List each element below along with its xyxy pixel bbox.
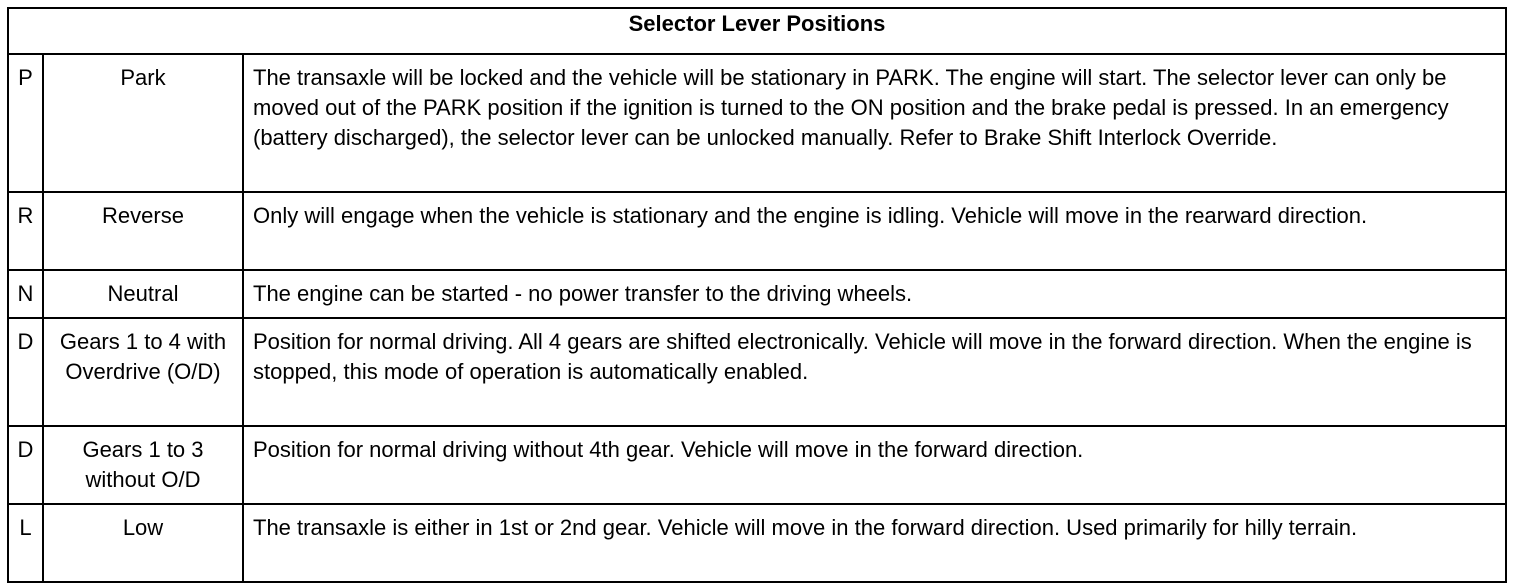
table-row <box>8 426 1506 504</box>
position-name: Low <box>43 504 243 582</box>
position-description: Only will engage when the vehicle is stationary and the engine is idling. Vehicle will move in the rearward direction. <box>243 192 1506 270</box>
position-code: D <box>8 426 43 504</box>
position-description: Position for normal driving without 4th gear. Vehicle will move in the forward direction. <box>243 426 1506 504</box>
position-description: The transaxle will be locked and the vehicle will be stationary in PARK. The engine will start. The selector lever can only be moved out of the PARK position if the ignition is turned to the ON position and the brake pedal is pressed. In an emergency (battery discharged), the selector lever can be unlocked manually. Refer to Brake Shift Interlock Override. <box>243 54 1506 192</box>
position-code: R <box>8 192 43 270</box>
table-row <box>8 504 1506 582</box>
position-name: Park <box>43 54 243 192</box>
table-row <box>8 54 1506 192</box>
position-description: The engine can be started - no power transfer to the driving wheels. <box>243 270 1506 318</box>
position-description: The transaxle is either in 1st or 2nd gear. Vehicle will move in the forward direction. Used primarily for hilly terrain. <box>243 504 1506 582</box>
table-title: Selector Lever Positions <box>8 8 1506 54</box>
position-name: Reverse <box>43 192 243 270</box>
position-code: L <box>8 504 43 582</box>
position-description: Position for normal driving. All 4 gears are shifted electronically. Vehicle will move in the forward direction. When the engine is stopped, this mode of operation is automatically enabled. <box>243 318 1506 426</box>
table-row <box>8 318 1506 426</box>
table-row <box>8 270 1506 318</box>
position-name: Gears 1 to 3 without O/D <box>43 426 243 504</box>
position-name: Gears 1 to 4 with Overdrive (O/D) <box>43 318 243 426</box>
position-code: N <box>8 270 43 318</box>
position-code: D <box>8 318 43 426</box>
position-name: Neutral <box>43 270 243 318</box>
position-code: P <box>8 54 43 192</box>
table-row <box>8 192 1506 270</box>
document-sheet <box>7 7 1505 583</box>
selector-lever-table <box>7 7 1507 583</box>
table-header-row <box>8 8 1506 54</box>
